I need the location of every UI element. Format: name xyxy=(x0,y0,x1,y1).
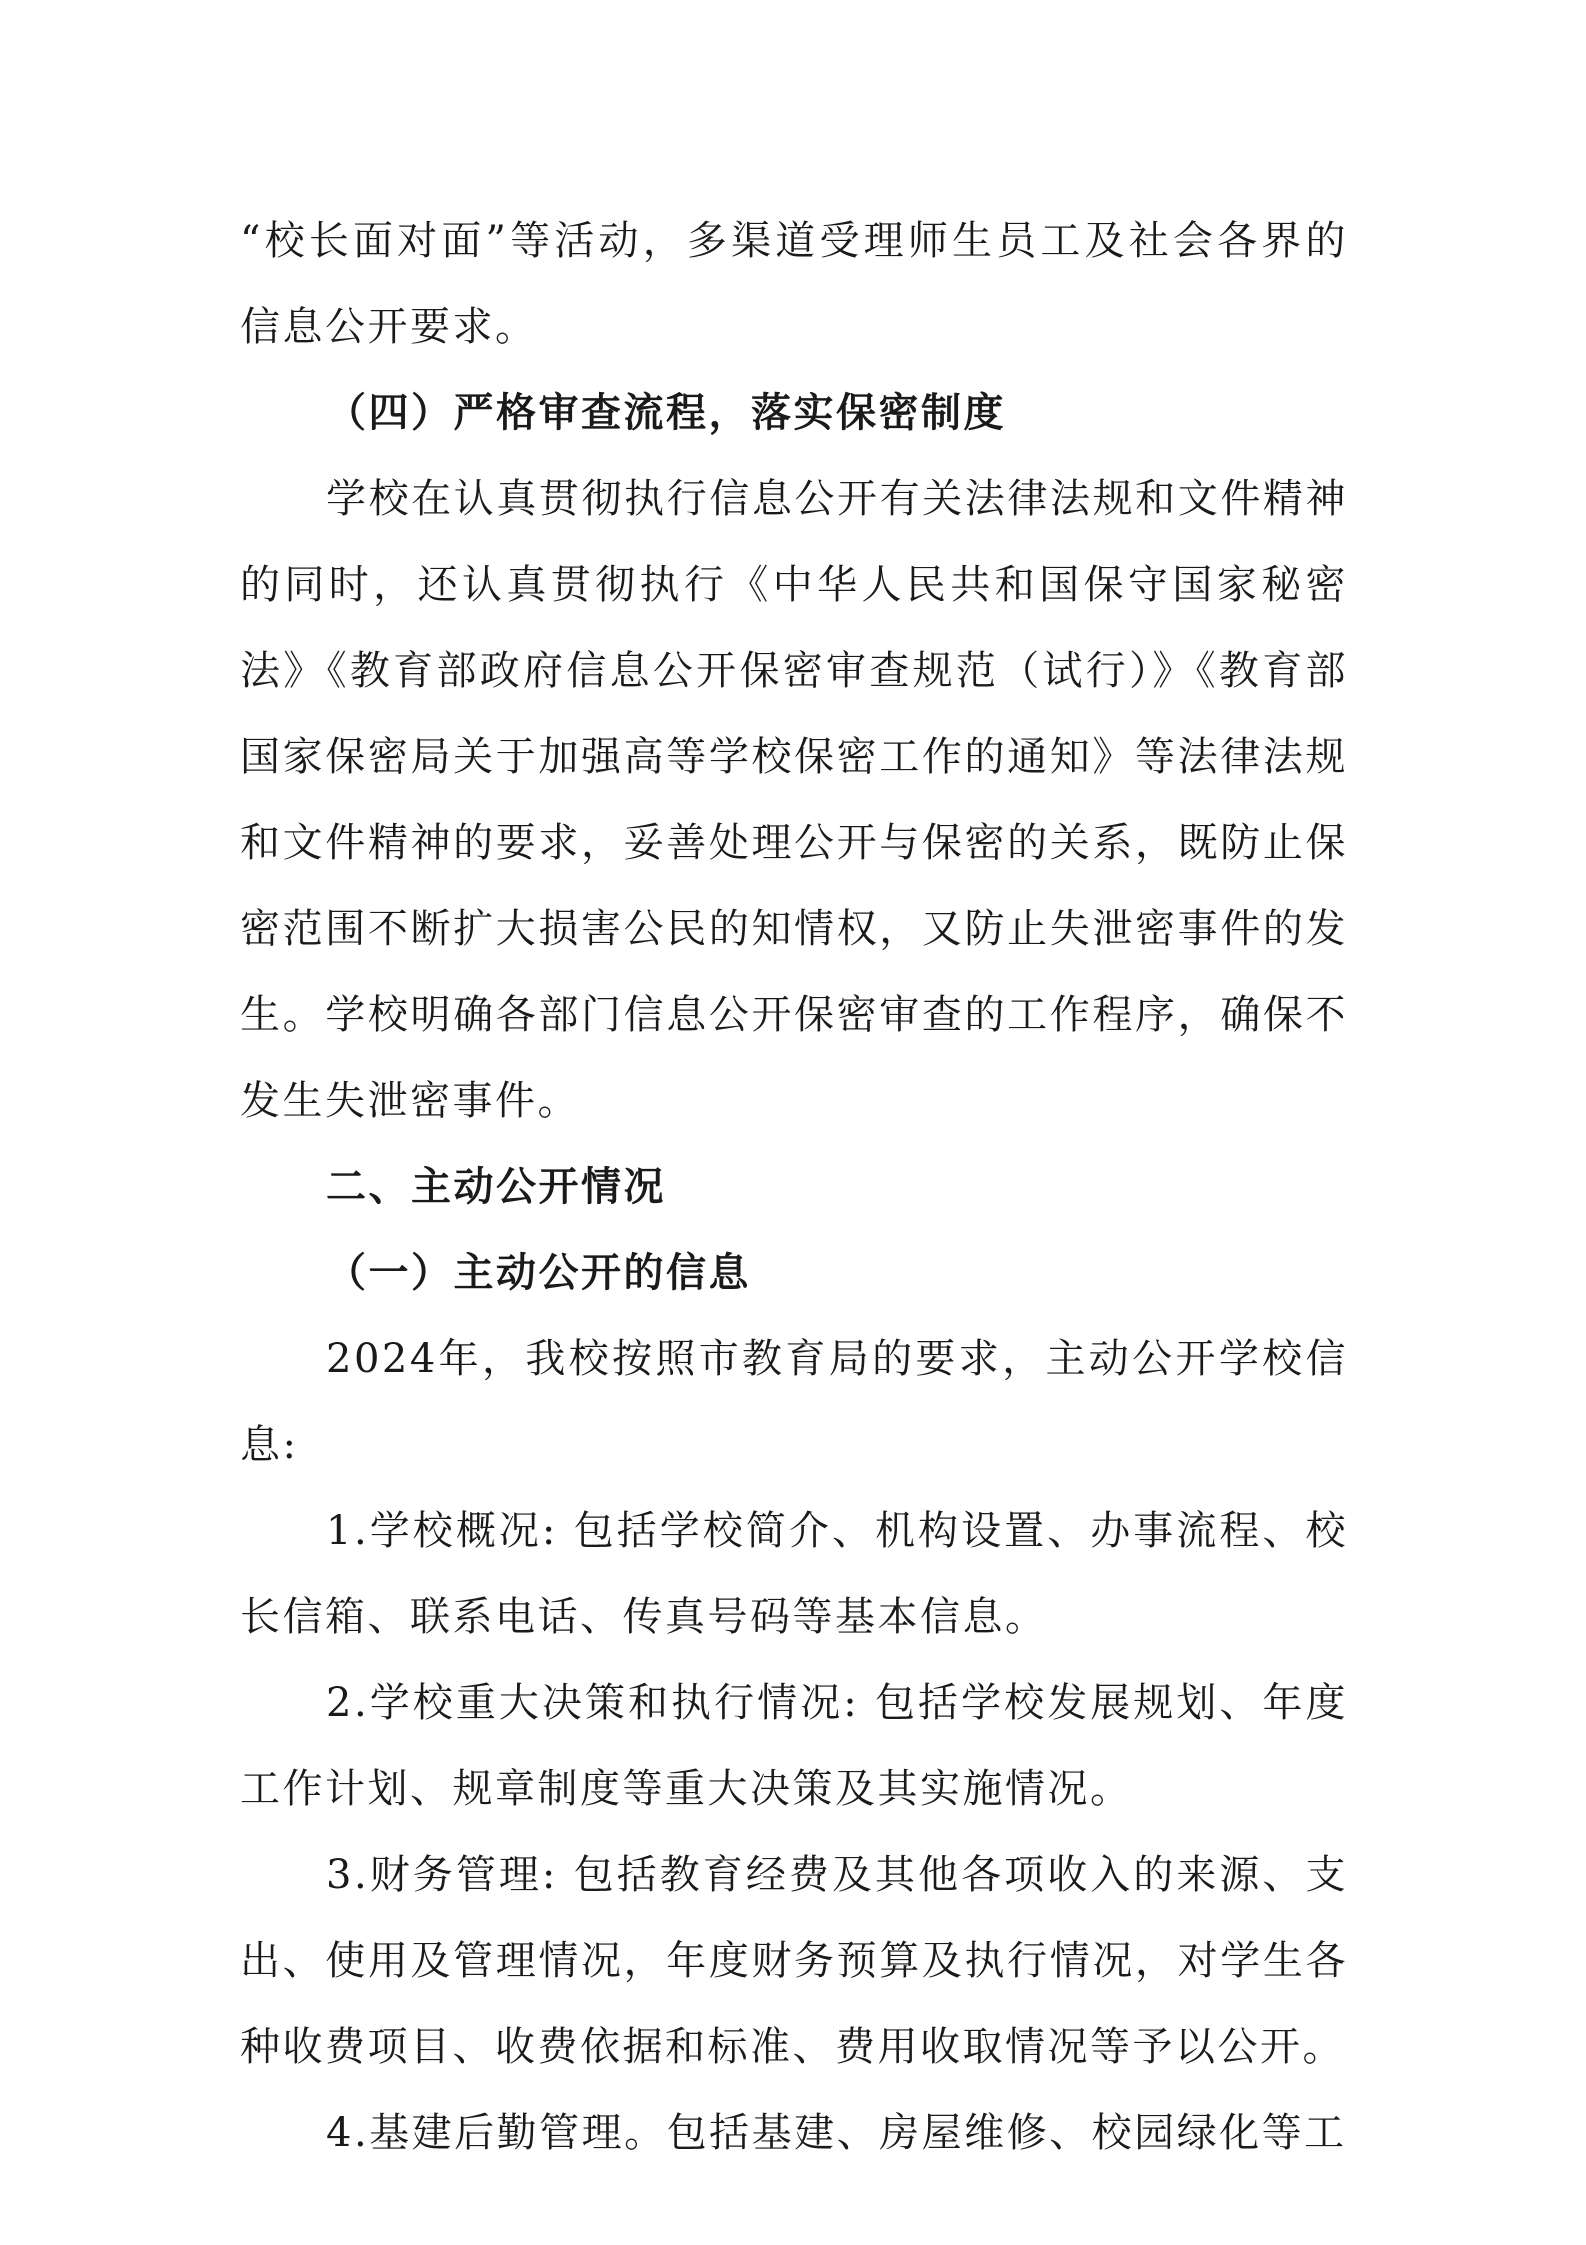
list-item-school-overview: 1.学校概况: 包括学校简介、机构设置、办事流程、校长信箱、联系电话、传真号码等基本信息。 xyxy=(240,1508,1348,1640)
paragraph-confidentiality: 学校在认真贯彻执行信息公开有关法律法规和文件精神的同时，还认真贯彻执行《中华人民共和国保守国家秘密法》《教育部政府信息公开保密审查规范（试行）》《教育部国家保密局关于加强高等学校保密工作的通知》等法律法规和文件精神的要求，妥善处理公开与保密的关系，既防止保密范围不断扩大损害公民的知情权，又防止失泄密事件的发生。学校明确各部门信息公开保密审查的工作程序，确保不发生失泄密事件。 xyxy=(240,476,1348,1124)
paragraph-intro-2024: 2024年，我校按照市教育局的要求，主动公开学校信息: xyxy=(240,1336,1348,1468)
subsection-heading-disclosed-info: （一）主动公开的信息 xyxy=(326,1250,751,1296)
list-item-infrastructure: 4.基建后勤管理。包括基建、房屋维修、校园绿化等工 xyxy=(326,2110,1347,2156)
list-item-major-decisions: 2.学校重大决策和执行情况: 包括学校发展规划、年度工作计划、规章制度等重大决策及其实施情况。 xyxy=(240,1680,1348,1812)
list-item-financial-management: 3.财务管理: 包括教育经费及其他各项收入的来源、支出、使用及管理情况，年度财务预算及执行情况，对学生各种收费项目、收费依据和标准、费用收取情况等予以公开。 xyxy=(240,1852,1348,2070)
section-heading-review-process: （四）严格审查流程，落实保密制度 xyxy=(326,390,1006,436)
document-body xyxy=(240,198,1348,2176)
paragraph-continuation: “校长面对面”等活动，多渠道受理师生员工及社会各界的信息公开要求。 xyxy=(240,218,1348,350)
section-heading-active-disclosure: 二、主动公开情况 xyxy=(326,1164,666,1210)
